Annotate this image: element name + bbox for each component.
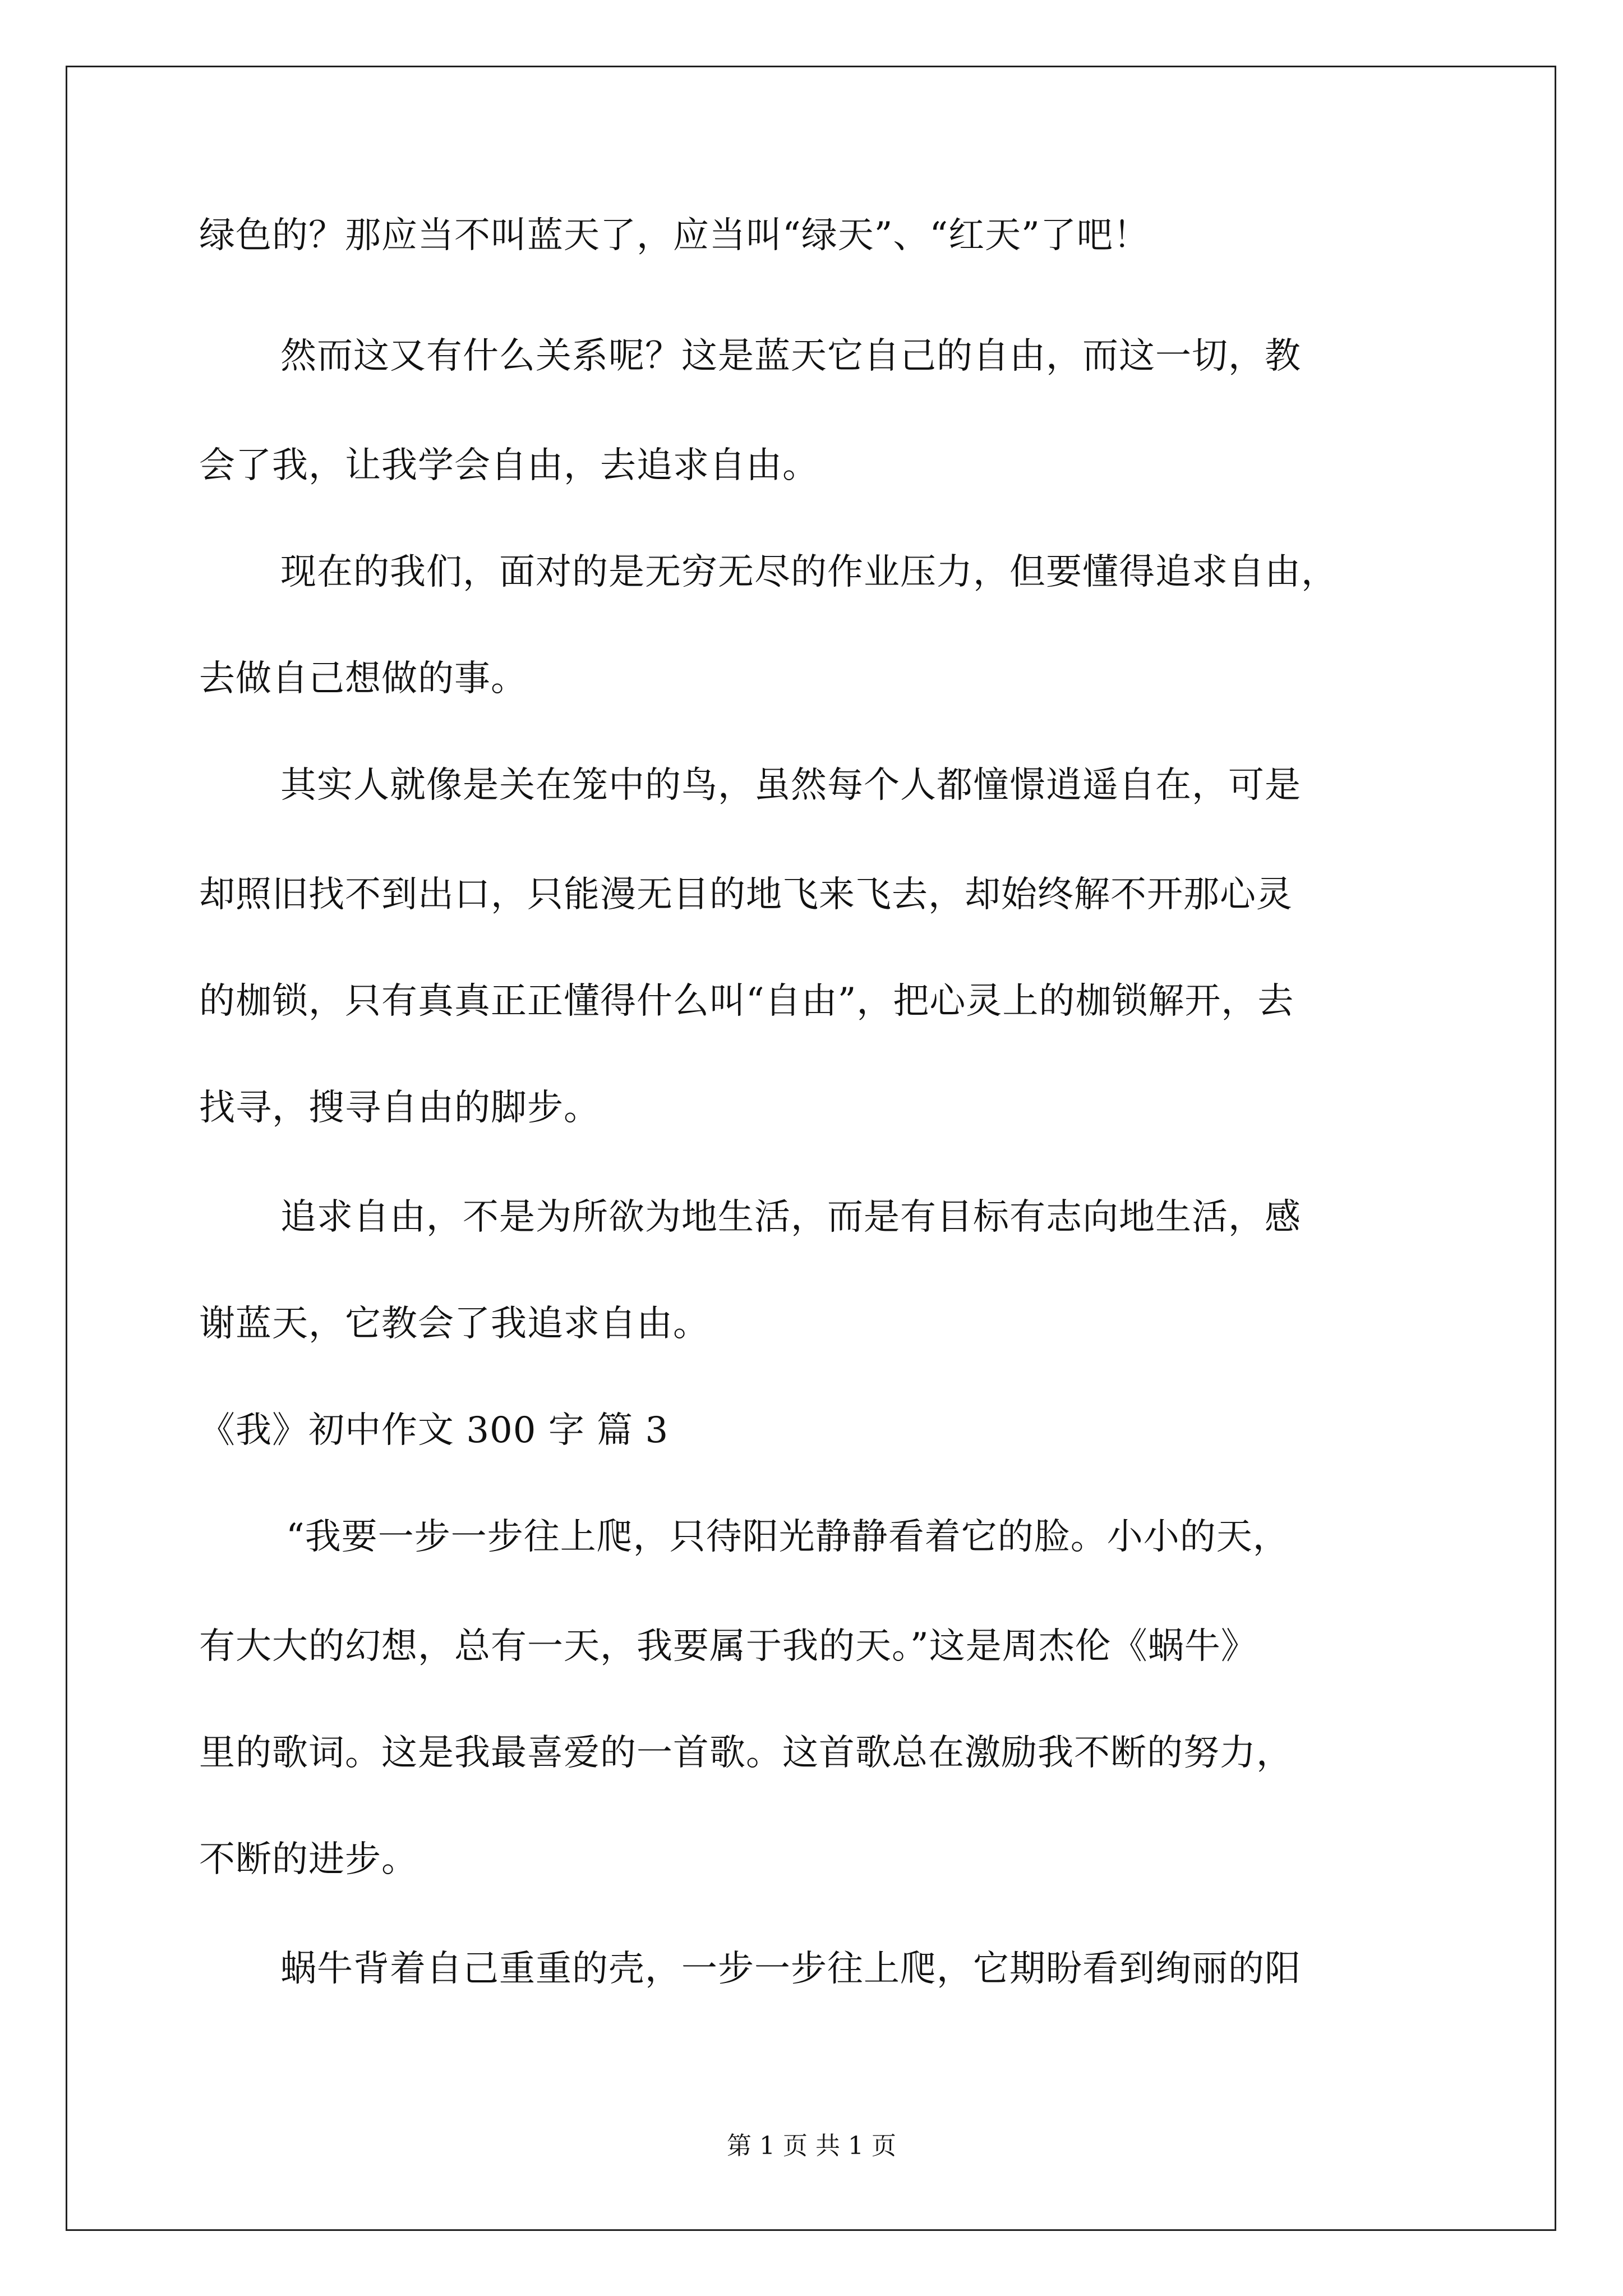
- paragraph-start-line: 然而这又有什么关系呢？这是蓝天它自己的自由，而这一切，教: [280, 335, 1301, 377]
- text-line: 里的歌词。这是我最喜爱的一首歌。这首歌总在激励我不断的努力，: [199, 1732, 1293, 1774]
- text-line: 去做自己想做的事。: [199, 658, 527, 700]
- paragraph-start-line: 蜗牛背着自己重重的壳，一步一步往上爬，它期盼看到绚丽的阳: [280, 1948, 1301, 1990]
- paragraph-start-line: “我要一步一步往上爬，只待阳光静静看着它的脸。小小的天，: [286, 1516, 1289, 1558]
- text-line: 却照旧找不到出口，只能漫无目的地飞来飞去，却始终解不开那心灵: [199, 874, 1293, 915]
- paragraph-start-line: 现在的我们，面对的是无穷无尽的作业压力，但要懂得追求自由，: [280, 551, 1338, 593]
- page-number-footer: 第 1 页 共 1 页: [727, 2132, 896, 2160]
- text-line: 会了我，让我学会自由，去追求自由。: [199, 445, 819, 486]
- section-heading: 《我》初中作文 300 字 篇 3: [199, 1410, 669, 1451]
- text-line: 绿色的？那应当不叫蓝天了，应当叫“绿天”、“红天”了吧！: [199, 215, 1150, 256]
- page-border: [66, 66, 1556, 2231]
- text-line: 找寻，搜寻自由的脚步。: [199, 1087, 600, 1129]
- paragraph-start-line: 追求自由，不是为所欲为地生活，而是有目标有志向地生活，感: [280, 1197, 1301, 1238]
- text-line: 谢蓝天，它教会了我追求自由。: [199, 1303, 709, 1345]
- text-line: 的枷锁，只有真真正正懂得什么叫“自由”，把心灵上的枷锁解开，去: [199, 981, 1294, 1022]
- paragraph-start-line: 其实人就像是关在笼中的鸟，虽然每个人都憧憬逍遥自在，可是: [280, 765, 1301, 806]
- text-line: 有大大的幻想，总有一天，我要属于我的天。”这是周杰伦《蜗牛》: [199, 1626, 1257, 1667]
- text-line: 不断的进步。: [199, 1839, 418, 1880]
